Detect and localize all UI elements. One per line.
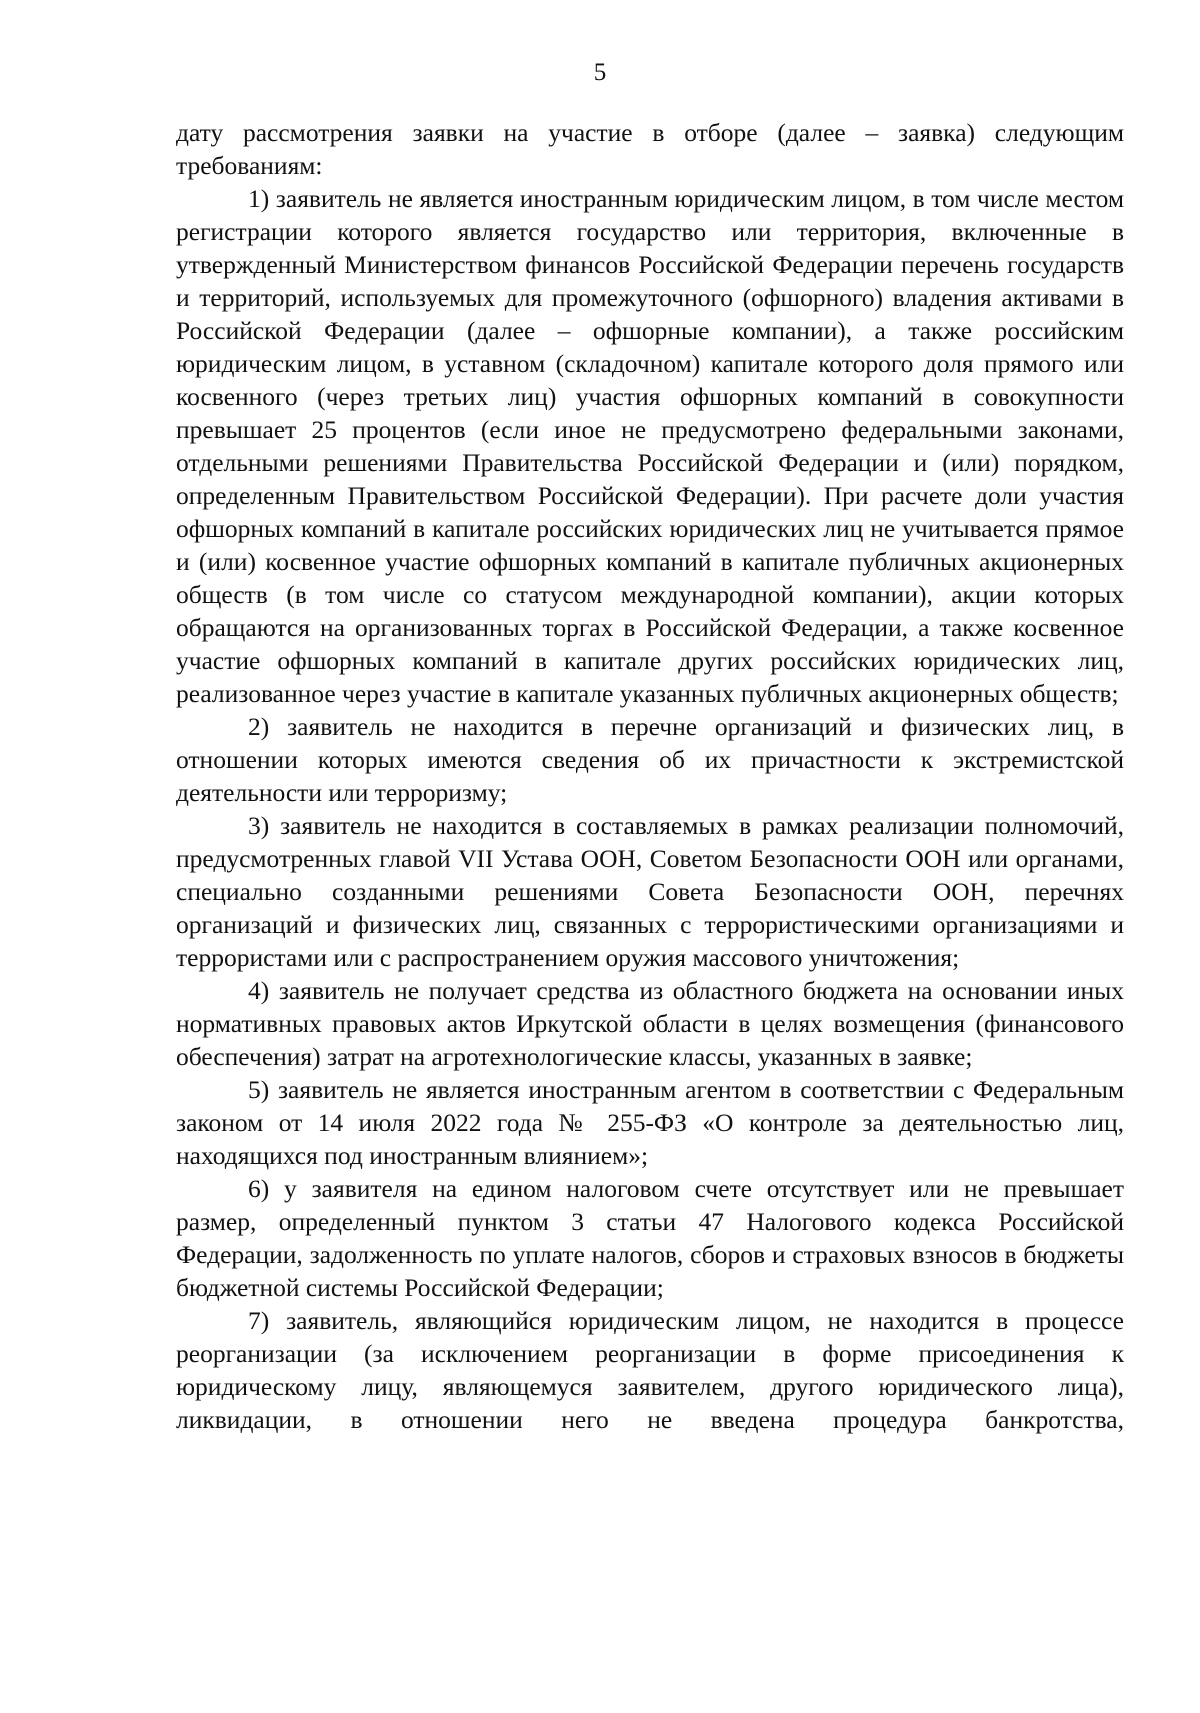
paragraph-item-7: 7) заявитель, являющийся юридическим лицом, не находится в процессе реорганизации (за исключением реорганизации в форме присоединения к юридическому лицу, являющемуся заявителем, другого юридического лица), ликвидации, в отношении него не введена процедура банкротства, [176,1306,1124,1434]
document-body [176,116,1124,1436]
paragraph-item-2: 2) заявитель не находится в перечне организаций и физических лиц, в отношении которых имеются сведения об их причастности к экстремистской деятельности или терроризму; [176,712,1124,807]
paragraph-item-1: 1) заявитель не является иностранным юридическим лицом, в том числе местом регистрации которого является государство или территория, включенные в утвержденный Министерством финансов Российской Федерации перечень государств и территорий, используемых для промежуточного (офшорного) владения активами в Российской Федерации (далее – офшорные компании), а также российским юридическим лицом, в уставном (складочном) капитале которого доля прямого или косвенного (через третьих лиц) участия офшорных компаний в совокупности превышает 25 процентов (если иное не предусмотрено федеральными законами, отдельными решениями Правительства Российской Федерации и (или) порядком, определенным Правительством Российской Федерации). При расчете доли участия офшорных компаний в капитале российских юридических лиц не учитывается прямое и (или) косвенное участие офшорных компаний в капитале публичных акционерных обществ (в том числе со статусом международной компании), акции которых обращаются на организованных торгах в Российской Федерации, а также косвенное участие офшорных компаний в капитале других российских юридических лиц, реализованное через участие в капитале указанных публичных акционерных обществ; [176,184,1124,708]
page-number: 5 [593,59,607,86]
paragraph-item-6: 6) у заявителя на едином налоговом счете отсутствует или не превышает размер, определенный пунктом 3 статьи 47 Налогового кодекса Российской Федерации, задолженность по уплате налогов, сборов и страховых взносов в бюджеты бюджетной системы Российской Федерации; [176,1174,1124,1302]
paragraph-item-5: 5) заявитель не является иностранным агентом в соответствии с Федеральным законом от 14 июля 2022 года № 255-ФЗ «О контроле за деятельностью лиц, находящихся под иностранным влиянием»; [176,1075,1124,1170]
paragraph-item-4: 4) заявитель не получает средства из областного бюджета на основании иных нормативных правовых актов Иркутской области в целях возмещения (финансового обеспечения) затрат на агротехнологические классы, указанных в заявке; [176,976,1124,1071]
paragraph-intro: дату рассмотрения заявки на участие в отборе (далее – заявка) следующим требованиям: [176,118,1124,180]
paragraph-item-3: 3) заявитель не находится в составляемых в рамках реализации полномочий, предусмотренных главой VII Устава ООН, Советом Безопасности ООН или органами, специально созданными решениями Совета Безопасности ООН, перечнях организаций и физических лиц, связанных с террористическими организациями и террористами или с распространением оружия массового уничтожения; [176,811,1124,972]
